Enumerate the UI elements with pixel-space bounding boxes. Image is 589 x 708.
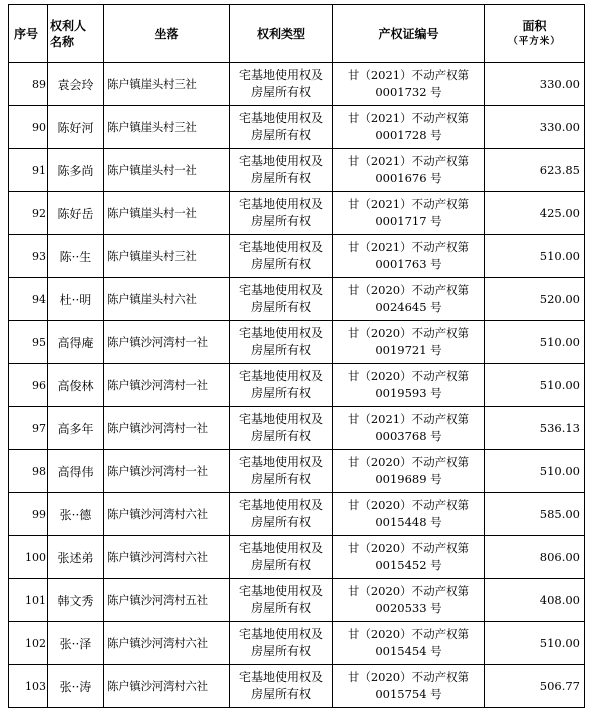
cert-no-line1: 甘（2020）不动产权第 (347, 326, 470, 340)
right-type-line2: 房屋所有权 (250, 472, 311, 486)
right-type-cell (230, 278, 333, 321)
right-type-line1: 宅基地使用权及 (238, 670, 323, 684)
cert-no-cell (333, 364, 485, 407)
table-row (9, 665, 585, 708)
property-rights-table (8, 4, 585, 708)
right-type-line2: 房屋所有权 (250, 128, 311, 142)
table-row (9, 278, 585, 321)
serial-no-cell: 102 (9, 622, 48, 665)
right-type-cell (230, 192, 333, 235)
right-type-cell (230, 407, 333, 450)
header-location-label: 坐落 (154, 26, 179, 41)
table-row (9, 63, 585, 106)
area-cell: 510.00 (485, 622, 585, 665)
cert-no-line2: 0015448 号 (375, 515, 442, 529)
location-cell: 陈户镇崖头村三社 (104, 235, 230, 278)
right-type-cell (230, 106, 333, 149)
cert-no-line1: 甘（2020）不动产权第 (347, 670, 470, 684)
area-cell: 408.00 (485, 579, 585, 622)
right-type-line2: 房屋所有权 (250, 171, 311, 185)
table-row (9, 192, 585, 235)
location-cell: 陈户镇崖头村三社 (104, 106, 230, 149)
area-cell: 510.00 (485, 450, 585, 493)
cert-no-cell (333, 493, 485, 536)
cert-no-line1: 甘（2020）不动产权第 (347, 627, 470, 641)
cert-no-cell (333, 665, 485, 708)
cert-no-cell (333, 192, 485, 235)
header-right-type (230, 5, 333, 63)
right-type-cell (230, 579, 333, 622)
holder-name-cell: 张述弟 (48, 536, 104, 579)
location-cell: 陈户镇沙河湾村六社 (104, 536, 230, 579)
cert-no-line2: 0015452 号 (375, 558, 442, 572)
area-cell: 536.13 (485, 407, 585, 450)
header-location (104, 5, 230, 63)
cert-no-line2: 0003768 号 (375, 429, 442, 443)
cert-no-line1: 甘（2020）不动产权第 (347, 498, 470, 512)
cert-no-line2: 0019689 号 (375, 472, 442, 486)
location-cell: 陈户镇崖头村三社 (104, 63, 230, 106)
header-serial-no-label: 序号 (14, 26, 39, 41)
cert-no-line2: 0019721 号 (375, 343, 442, 357)
serial-no-cell: 103 (9, 665, 48, 708)
area-cell: 585.00 (485, 493, 585, 536)
holder-name-cell: 袁会玲 (48, 63, 104, 106)
right-type-line2: 房屋所有权 (250, 644, 311, 658)
holder-name-cell: 高得伟 (48, 450, 104, 493)
cert-no-line2: 0001763 号 (375, 257, 442, 271)
area-cell: 623.85 (485, 149, 585, 192)
right-type-line1: 宅基地使用权及 (238, 326, 323, 340)
table-row (9, 149, 585, 192)
cert-no-line1: 甘（2020）不动产权第 (347, 584, 470, 598)
serial-no-cell: 93 (9, 235, 48, 278)
cert-no-line2: 0019593 号 (375, 386, 442, 400)
serial-no-cell: 94 (9, 278, 48, 321)
right-type-cell (230, 622, 333, 665)
area-cell: 806.00 (485, 536, 585, 579)
holder-name-cell: 高多年 (48, 407, 104, 450)
area-cell: 510.00 (485, 321, 585, 364)
serial-no-cell: 100 (9, 536, 48, 579)
holder-name-cell: 韩文秀 (48, 579, 104, 622)
header-cert-no-label: 产权证编号 (378, 26, 439, 41)
holder-name-cell: 张··涛 (48, 665, 104, 708)
right-type-line1: 宅基地使用权及 (238, 111, 323, 125)
cert-no-line1: 甘（2020）不动产权第 (347, 455, 470, 469)
cert-no-line2: 0001732 号 (375, 85, 442, 99)
cert-no-line1: 甘（2021）不动产权第 (347, 240, 470, 254)
cert-no-line1: 甘（2021）不动产权第 (347, 154, 470, 168)
cert-no-line2: 0015454 号 (375, 644, 442, 658)
table-row (9, 493, 585, 536)
table-body (9, 63, 585, 708)
right-type-cell (230, 235, 333, 278)
right-type-cell (230, 665, 333, 708)
header-area-unit: （平方米） (508, 35, 561, 47)
cert-no-line2: 0001676 号 (375, 171, 442, 185)
cert-no-line1: 甘（2020）不动产权第 (347, 369, 470, 383)
area-cell: 520.00 (485, 278, 585, 321)
table-header-row (9, 5, 585, 63)
right-type-line1: 宅基地使用权及 (238, 240, 323, 254)
cert-no-line2: 0015754 号 (375, 687, 442, 701)
cert-no-line1: 甘（2020）不动产权第 (347, 541, 470, 555)
cert-no-line1: 甘（2021）不动产权第 (347, 412, 470, 426)
property-rights-table-page (8, 4, 584, 708)
holder-name-cell: 张··泽 (48, 622, 104, 665)
area-cell: 425.00 (485, 192, 585, 235)
right-type-line2: 房屋所有权 (250, 601, 311, 615)
cert-no-line1: 甘（2021）不动产权第 (347, 197, 470, 211)
area-cell: 330.00 (485, 106, 585, 149)
cert-no-cell (333, 321, 485, 364)
right-type-line2: 房屋所有权 (250, 429, 311, 443)
right-type-line1: 宅基地使用权及 (238, 498, 323, 512)
right-type-line1: 宅基地使用权及 (238, 369, 323, 383)
serial-no-cell: 90 (9, 106, 48, 149)
location-cell: 陈户镇沙河湾村一社 (104, 321, 230, 364)
table-row (9, 235, 585, 278)
cert-no-cell (333, 63, 485, 106)
header-holder-line2: 名称 (50, 34, 75, 49)
right-type-line1: 宅基地使用权及 (238, 412, 323, 426)
right-type-line2: 房屋所有权 (250, 85, 311, 99)
right-type-line1: 宅基地使用权及 (238, 154, 323, 168)
cert-no-line1: 甘（2021）不动产权第 (347, 111, 470, 125)
serial-no-cell: 92 (9, 192, 48, 235)
header-cert-no (333, 5, 485, 63)
cert-no-cell (333, 579, 485, 622)
cert-no-line1: 甘（2021）不动产权第 (347, 68, 470, 82)
right-type-cell (230, 364, 333, 407)
holder-name-cell: 陈··生 (48, 235, 104, 278)
holder-name-cell: 陈好岳 (48, 192, 104, 235)
serial-no-cell: 101 (9, 579, 48, 622)
location-cell: 陈户镇沙河湾村六社 (104, 493, 230, 536)
right-type-line1: 宅基地使用权及 (238, 455, 323, 469)
right-type-line1: 宅基地使用权及 (238, 283, 323, 297)
cert-no-cell (333, 622, 485, 665)
location-cell: 陈户镇崖头村一社 (104, 192, 230, 235)
header-area-label: 面积 (522, 18, 547, 33)
table-row (9, 321, 585, 364)
table-row (9, 407, 585, 450)
cert-no-line2: 0020533 号 (375, 601, 442, 615)
serial-no-cell: 96 (9, 364, 48, 407)
location-cell: 陈户镇沙河湾村六社 (104, 665, 230, 708)
header-area (485, 5, 585, 63)
right-type-cell (230, 493, 333, 536)
holder-name-cell: 高俊林 (48, 364, 104, 407)
right-type-line1: 宅基地使用权及 (238, 197, 323, 211)
cert-no-cell (333, 235, 485, 278)
cert-no-cell (333, 536, 485, 579)
right-type-line2: 房屋所有权 (250, 214, 311, 228)
holder-name-cell: 陈多尚 (48, 149, 104, 192)
right-type-cell (230, 321, 333, 364)
right-type-line1: 宅基地使用权及 (238, 541, 323, 555)
serial-no-cell: 98 (9, 450, 48, 493)
header-holder-name (48, 5, 104, 63)
right-type-line1: 宅基地使用权及 (238, 627, 323, 641)
serial-no-cell: 95 (9, 321, 48, 364)
right-type-line2: 房屋所有权 (250, 687, 311, 701)
location-cell: 陈户镇沙河湾村六社 (104, 622, 230, 665)
right-type-line1: 宅基地使用权及 (238, 584, 323, 598)
header-right-type-label: 权利类型 (256, 26, 305, 41)
right-type-line2: 房屋所有权 (250, 515, 311, 529)
cert-no-line2: 0001717 号 (375, 214, 442, 228)
cert-no-cell (333, 149, 485, 192)
area-cell: 506.77 (485, 665, 585, 708)
area-cell: 330.00 (485, 63, 585, 106)
right-type-cell (230, 536, 333, 579)
location-cell: 陈户镇沙河湾村一社 (104, 450, 230, 493)
right-type-line1: 宅基地使用权及 (238, 68, 323, 82)
header-holder-line1: 权利人 (50, 18, 87, 33)
right-type-cell (230, 149, 333, 192)
right-type-line2: 房屋所有权 (250, 343, 311, 357)
serial-no-cell: 99 (9, 493, 48, 536)
cert-no-cell (333, 278, 485, 321)
right-type-line2: 房屋所有权 (250, 257, 311, 271)
location-cell: 陈户镇沙河湾村一社 (104, 364, 230, 407)
right-type-cell (230, 63, 333, 106)
serial-no-cell: 89 (9, 63, 48, 106)
right-type-line2: 房屋所有权 (250, 558, 311, 572)
table-row (9, 579, 585, 622)
location-cell: 陈户镇沙河湾村五社 (104, 579, 230, 622)
table-row (9, 450, 585, 493)
location-cell: 陈户镇沙河湾村一社 (104, 407, 230, 450)
holder-name-cell: 陈好河 (48, 106, 104, 149)
cert-no-cell (333, 106, 485, 149)
serial-no-cell: 97 (9, 407, 48, 450)
holder-name-cell: 杜··明 (48, 278, 104, 321)
location-cell: 陈户镇崖头村一社 (104, 149, 230, 192)
cert-no-cell (333, 450, 485, 493)
table-row (9, 364, 585, 407)
cert-no-line2: 0001728 号 (375, 128, 442, 142)
right-type-cell (230, 450, 333, 493)
holder-name-cell: 高得庵 (48, 321, 104, 364)
header-serial-no (9, 5, 48, 63)
right-type-line2: 房屋所有权 (250, 386, 311, 400)
right-type-line2: 房屋所有权 (250, 300, 311, 314)
table-row (9, 106, 585, 149)
area-cell: 510.00 (485, 364, 585, 407)
area-cell: 510.00 (485, 235, 585, 278)
table-row (9, 622, 585, 665)
cert-no-cell (333, 407, 485, 450)
serial-no-cell: 91 (9, 149, 48, 192)
cert-no-line2: 0024645 号 (375, 300, 442, 314)
table-row (9, 536, 585, 579)
cert-no-line1: 甘（2020）不动产权第 (347, 283, 470, 297)
holder-name-cell: 张··德 (48, 493, 104, 536)
location-cell: 陈户镇崖头村六社 (104, 278, 230, 321)
